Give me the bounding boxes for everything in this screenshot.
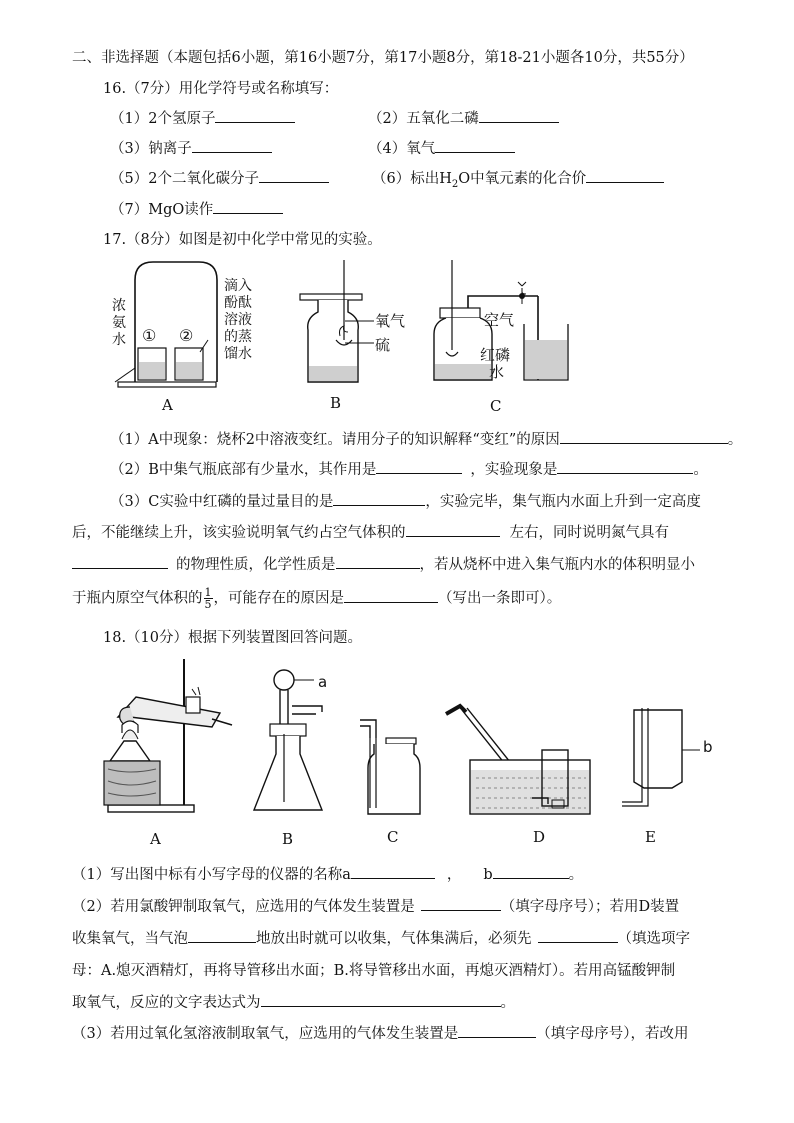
q18-part-1 — [72, 864, 583, 885]
answer-blank[interactable] — [560, 429, 728, 444]
q17-c-label-phosphorus: 红磷 — [480, 346, 511, 364]
q17-p6-text-c: （写出一条即可）。 — [438, 590, 562, 607]
q18-part-2-line-3: 母：A.熄灭酒精灯，再将导管移出水面；B.将导管移出水面，再熄灭酒精灯）。若用高锰酸钾制 — [72, 963, 676, 979]
q18-figure-e — [620, 706, 700, 816]
answer-blank[interactable] — [406, 522, 500, 537]
q17-p5-text-b: ，若从烧杯中进入集气瓶内水的体积明显小 — [419, 557, 695, 573]
q17-b-label-sulfur: 硫 — [375, 336, 391, 354]
q16-item-6-text: （6）标出H — [372, 171, 452, 187]
q17-part-2 — [110, 459, 708, 480]
q18-p6-text-b: （填字母序号），若改用 — [536, 1026, 689, 1042]
q17-part-1 — [110, 429, 742, 450]
q18-p2-text-b: （填字母序号）；若用D装置 — [500, 899, 680, 915]
q18-label-a: a — [318, 673, 328, 691]
q17-figure-c-caption: C — [490, 397, 502, 415]
q18-part-2-line-2 — [72, 928, 690, 949]
label-line: 的蒸 — [224, 329, 252, 345]
q18-p1-comma: ， — [446, 867, 462, 883]
label-line: 酚酞 — [224, 295, 252, 311]
q16-item-4-text: （4）氧气 — [368, 141, 436, 157]
period: 。 — [727, 432, 743, 448]
q18-figure-a — [100, 657, 240, 817]
label-line: 馏水 — [224, 346, 252, 362]
section-header: 二、非选择题（本题包括6小题，第16小题7分，第17小题8分，第18-21小题各10分，共55分） — [72, 50, 694, 66]
answer-blank[interactable] — [557, 459, 693, 474]
q17-figure-a-caption: A — [162, 396, 173, 414]
q17-p4-text-a: 后，不能继续上升，该实验说明氧气约占空气体积的 — [72, 525, 406, 541]
q17-a-circle-1: ① — [142, 326, 157, 345]
fraction-numerator: 1 — [204, 586, 212, 599]
q16-item-3-text: （3）钠离子 — [110, 141, 192, 157]
q17-b-label-oxygen: 氧气 — [375, 312, 406, 330]
q16-item-1-text: （1）2个氢原子 — [110, 111, 216, 127]
q17-figure-a — [113, 260, 223, 390]
q18-p3-text-b: 地放出时就可以收集，气体集满后，必须先 — [256, 931, 532, 947]
answer-blank[interactable] — [458, 1023, 536, 1038]
q17-p5-text-a: 的物理性质，化学性质是 — [176, 557, 336, 573]
answer-blank[interactable] — [479, 108, 559, 123]
q16-item-5-text: （5）2个二氧化碳分子 — [110, 171, 259, 187]
answer-blank[interactable] — [72, 554, 168, 569]
q17-a-label-ammonia — [112, 298, 126, 349]
q17-b-pointer-lines — [340, 315, 380, 355]
q18-p1-text-a: （1）写出图中标有小写字母的仪器的名称a — [72, 867, 351, 883]
label-char: 水 — [112, 332, 126, 348]
q18-figure-c — [356, 712, 426, 822]
q17-p1-text: （1）A中现象：烧杯2中溶液变红。请用分子的知识解释“变红”的原因 — [110, 432, 560, 448]
q17-c-label-air: 空气 — [484, 311, 515, 329]
q17-p6-text-a: 于瓶内原空气体积的 — [72, 590, 203, 607]
answer-blank[interactable] — [435, 138, 515, 153]
q18-p1-text-c: b — [483, 867, 493, 883]
label-char: 浓 — [112, 298, 126, 314]
q18-figure-b-caption: B — [282, 830, 294, 848]
answer-blank[interactable] — [261, 992, 501, 1007]
q18-figure-d-caption: D — [533, 828, 546, 846]
q17-c-label-water: 水 — [489, 363, 505, 381]
q18-p6-text-a: （3）若用过氧化氢溶液制取氧气，应选用的气体发生装置是 — [72, 1026, 459, 1042]
q16-item-3 — [110, 138, 272, 159]
q18-figure-a-caption: A — [150, 830, 161, 848]
answer-blank[interactable] — [215, 108, 295, 123]
label-line: 溶液 — [224, 312, 252, 328]
period: 。 — [693, 462, 708, 478]
label-char: 氨 — [112, 315, 126, 331]
answer-blank[interactable] — [333, 491, 425, 506]
q18-figure-c-caption: C — [387, 828, 399, 846]
q16-item-7-text: （7）MgO读作 — [110, 202, 214, 218]
period: 。 — [500, 995, 515, 1011]
q17-p3-text-b: ，实验完毕，集气瓶内水面上升到一定高度 — [425, 494, 701, 510]
q16-item-5 — [110, 168, 329, 189]
q18-p3-text-a: 收集氧气，当气泡 — [72, 931, 188, 947]
answer-blank[interactable] — [421, 896, 501, 911]
answer-blank[interactable] — [351, 864, 435, 879]
subscript: 2 — [451, 178, 459, 190]
q16-item-2 — [368, 108, 559, 129]
q17-a-circle-2: ② — [179, 326, 194, 345]
answer-blank[interactable] — [586, 168, 664, 183]
answer-blank[interactable] — [259, 168, 329, 183]
q16-item-1 — [110, 108, 295, 129]
period: 。 — [568, 867, 584, 883]
q18-figure-d — [436, 704, 596, 824]
answer-blank[interactable] — [538, 928, 618, 943]
q18-part-2-line-4 — [72, 992, 515, 1013]
q17-figure-b-caption: B — [330, 394, 342, 412]
q17-part-3 — [110, 491, 701, 512]
answer-blank[interactable] — [192, 138, 272, 153]
q18-p2-text-a: （2）若用氯酸钾制取氧气，应选用的气体发生装置是 — [72, 899, 415, 915]
q17-a-label-phenolphthalein — [224, 278, 252, 363]
answer-blank[interactable] — [188, 928, 256, 943]
q17-p2-text-b: ，实验现象是 — [470, 462, 558, 478]
answer-blank[interactable] — [336, 554, 420, 569]
q16-stem: 16.（7分）用化学符号或名称填写： — [103, 81, 339, 97]
q16-item-7 — [110, 199, 283, 220]
q17-p2-text-a: （2）B中集气瓶底部有少量水，其作用是 — [110, 462, 377, 478]
answer-blank[interactable] — [376, 459, 462, 474]
q18-stem: 18.（10分）根据下列装置图回答问题。 — [103, 630, 363, 646]
q17-p3-text-a: （3）C实验中红磷的量过量目的是 — [110, 494, 334, 510]
q17-p6-text-b: ，可能存在的原因是 — [213, 590, 344, 607]
q17-part-3-line-2 — [72, 522, 669, 543]
fraction-one-fifth — [204, 587, 213, 610]
q16-item-6-tail: O中氧元素的化合价 — [458, 171, 587, 187]
q16-item-4 — [368, 138, 515, 159]
q16-item-2-text: （2）五氧化二磷 — [368, 111, 479, 127]
q16-item-6 — [372, 168, 664, 195]
q17-p4-text-b: 左右，同时说明氮气具有 — [509, 525, 669, 541]
answer-blank[interactable] — [493, 864, 569, 879]
label-line: 滴入 — [224, 278, 252, 294]
q17-part-3-line-3 — [72, 554, 695, 575]
q18-p3-text-c: （填选项字 — [617, 931, 690, 947]
q17-stem: 17.（8分）如图是初中化学中常见的实验。 — [103, 232, 382, 248]
q18-p5-text-a: 取氧气，反应的文字表达式为 — [72, 995, 261, 1011]
q18-figure-e-caption: E — [645, 828, 656, 846]
q17-part-3-line-4 — [72, 587, 561, 610]
q18-part-2 — [72, 896, 679, 917]
fraction-denominator: 5 — [204, 598, 212, 611]
answer-blank[interactable] — [213, 199, 283, 214]
q18-label-b: b — [703, 738, 713, 756]
answer-blank[interactable] — [344, 588, 438, 603]
q18-part-3 — [72, 1023, 688, 1044]
